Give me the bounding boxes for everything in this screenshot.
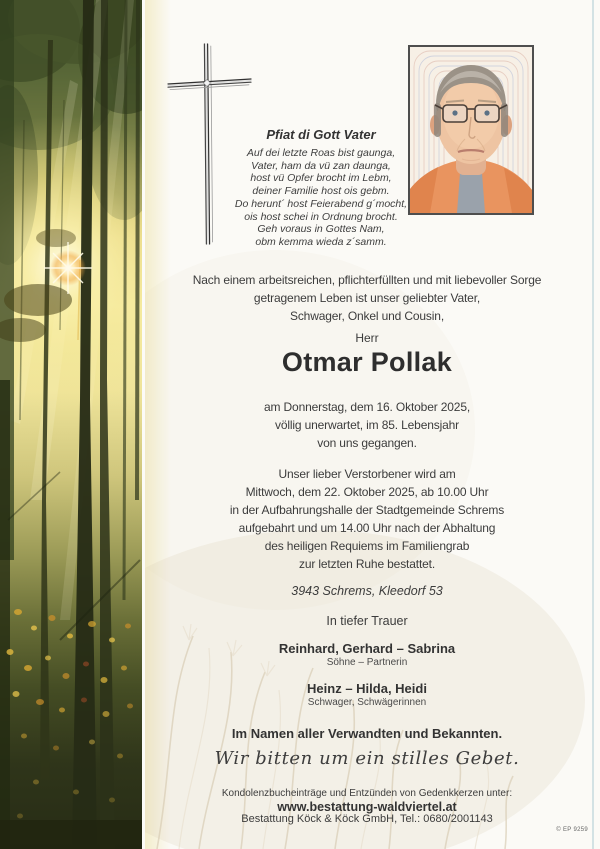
- poem-line: Do herunt´ host Feierabend g´mocht,: [234, 197, 408, 210]
- funeral-line: in der Aufbahrungshalle der Stadtgemeinde Schrems: [229, 503, 505, 517]
- funeral-details: [150, 465, 584, 573]
- condolence-info: Kondolenzbucheinträge und Entzünden von Gedenkkerzen unter:: [221, 788, 513, 799]
- death-line: von uns gegangen.: [317, 436, 417, 450]
- prayer-line: Wir bitten um ein stilles Gebet.: [214, 748, 520, 769]
- intro-line: Nach einem arbeitsreichen, pflichterfüllten und mit liebevoller Sorge: [192, 273, 542, 287]
- poem-line: host vü Opfer brocht im Lebm,: [250, 172, 392, 185]
- funeral-line: des heiligen Requiems im Familiengrab: [264, 539, 470, 553]
- image-edge-gap: [142, 0, 145, 849]
- funeral-line: Mittwoch, dem 22. Oktober 2025, ab 10.00 Uhr: [245, 485, 489, 499]
- poem-block: [221, 127, 421, 249]
- mourning-heading: In tiefer Trauer: [326, 614, 408, 628]
- poem-title: Pfiat di Gott Vater: [266, 127, 376, 142]
- intro-line: getragenem Leben ist unser geliebter Vater,: [253, 291, 481, 305]
- poem-line: Geh voraus in Gottes Nam,: [257, 223, 385, 236]
- home-address: 3943 Schrems, Kleedorf 53: [291, 584, 443, 598]
- funeral-home-website: www.bestattung-waldviertel.at: [277, 800, 457, 814]
- portrait-photo: [408, 45, 534, 215]
- poem-line: ois host schei in Ordnung brocht.: [244, 210, 398, 223]
- mourner-relation: Schwager, Schwägerinnen: [307, 697, 427, 708]
- in-names-line: Im Namen aller Verwandten und Bekannten.: [231, 726, 503, 741]
- poem-line: Auf dei letzte Roas bist gaunga,: [246, 147, 396, 159]
- death-line: völlig unerwartet, im 85. Lebensjahr: [274, 418, 460, 432]
- poem-line: obm kemma wieda z´samm.: [255, 235, 387, 248]
- poem-line: Vater, ham da vü zan daunga,: [251, 159, 391, 172]
- deceased-name: Otmar Pollak: [281, 347, 453, 377]
- funeral-line: zur letzten Ruhe bestattet.: [298, 557, 436, 571]
- mourner-relation: Söhne – Partnerin: [326, 657, 408, 668]
- announcement-intro: [150, 271, 584, 325]
- mourner-names: Heinz – Hilda, Heidi: [307, 681, 427, 696]
- funeral-home-contact: Bestattung Köck & Köck GmbH, Tel.: 0680/2001143: [241, 813, 493, 825]
- salutation: Herr: [355, 331, 379, 345]
- funeral-line: aufgebahrt und um 14.00 Uhr nach der Abhaltung: [238, 521, 496, 535]
- scan-artifact-line: [592, 0, 594, 849]
- intro-line: Schwager, Onkel und Cousin,: [289, 309, 445, 323]
- mourner-names: Reinhard, Gerhard – Sabrina: [278, 641, 456, 656]
- poem-line: deiner Familie host ois gebm.: [252, 185, 390, 198]
- death-details: [150, 398, 584, 452]
- sunlit-forest-photo: [0, 0, 145, 849]
- funeral-line: Unser lieber Verstorbener wird am: [278, 467, 456, 481]
- print-code: © EP 9259: [556, 827, 588, 833]
- death-line: am Donnerstag, dem 16. Oktober 2025,: [263, 400, 471, 414]
